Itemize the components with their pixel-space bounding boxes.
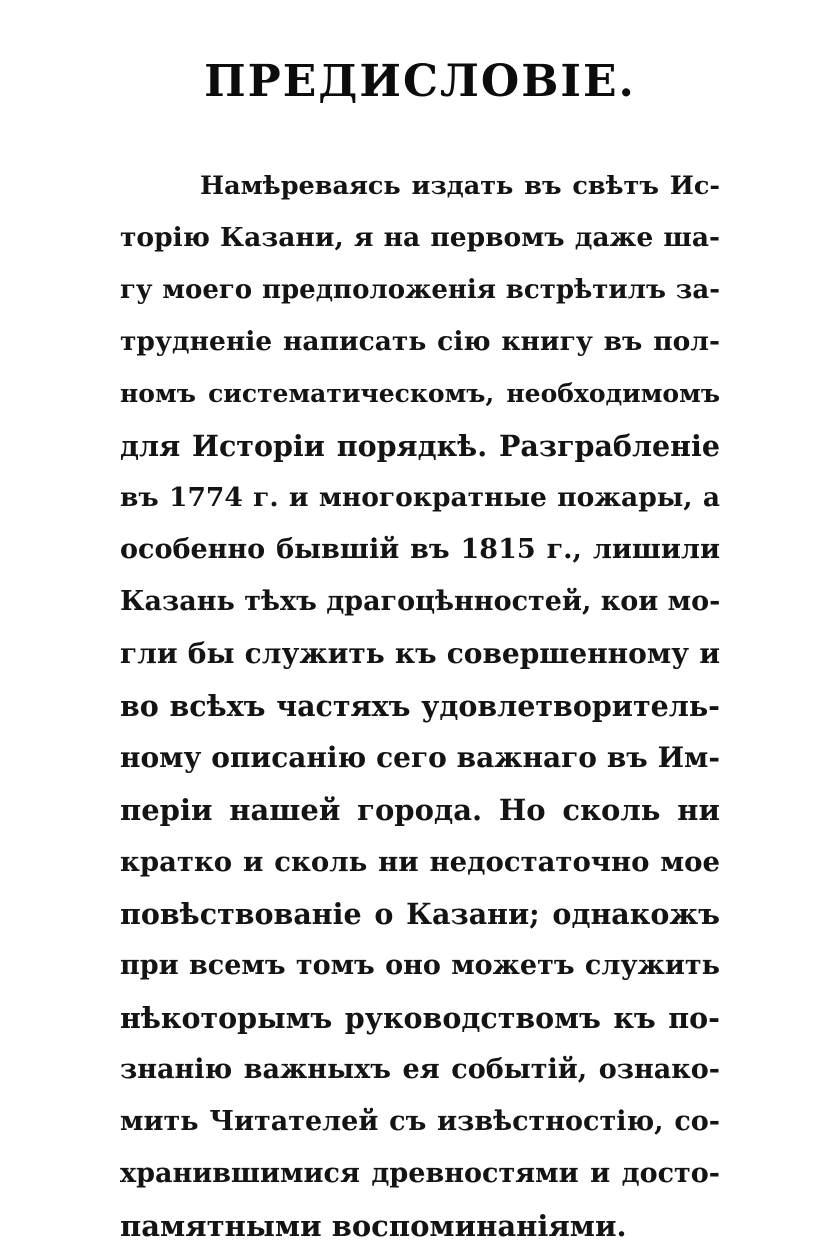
text-line: гли бы служить къ совершенному и: [120, 637, 720, 670]
text-line: особенно бывшій въ 1815 г., лишили: [120, 534, 720, 565]
text-line: хранившимися древностями и досто-: [120, 1158, 720, 1189]
text-line: Намѣреваясь издать въ свѣтъ Ис-: [200, 171, 720, 201]
text-line: во всѣхъ частяхъ удовлетворитель-: [120, 689, 720, 723]
text-line: мить Читателей съ извѣстностію, со-: [120, 1106, 720, 1137]
text-line: кратко и сколь ни недостаточно мое: [120, 846, 720, 878]
text-line: торію Казани, я на первомъ даже ша-: [120, 222, 720, 253]
text-line: памятными воспоминаніями.: [120, 1209, 627, 1243]
text-line: нѣкоторымъ руководствомъ къ по-: [120, 1001, 720, 1035]
text-line: для Исторіи порядкѣ. Разграбленіе: [120, 429, 720, 463]
text-line: знанію важныхъ ея событій, ознако-: [120, 1054, 720, 1085]
preface-body: [120, 160, 720, 1252]
text-line: Казань тѣхъ драгоцѣнностей, кои мо-: [120, 586, 721, 617]
text-line: періи нашей города. Но сколь ни: [120, 793, 720, 827]
text-line: въ 1774 г. и многократные пожары, а: [120, 482, 720, 513]
page-title: ПРЕДИСЛОВІЕ.: [204, 56, 636, 107]
text-line: ному описанію сего важнаго въ Им-: [120, 741, 720, 774]
text-line: гу моего предположенія встрѣтилъ за-: [120, 275, 720, 305]
text-line: трудненіе написать сію книгу въ пол-: [120, 326, 720, 357]
text-line: при всемъ томъ оно можетъ служить: [120, 950, 720, 981]
text-line: номъ систематическомъ, необходимомъ: [120, 379, 720, 408]
text-line: повѣствованіе о Казани; однакожъ: [120, 897, 720, 931]
